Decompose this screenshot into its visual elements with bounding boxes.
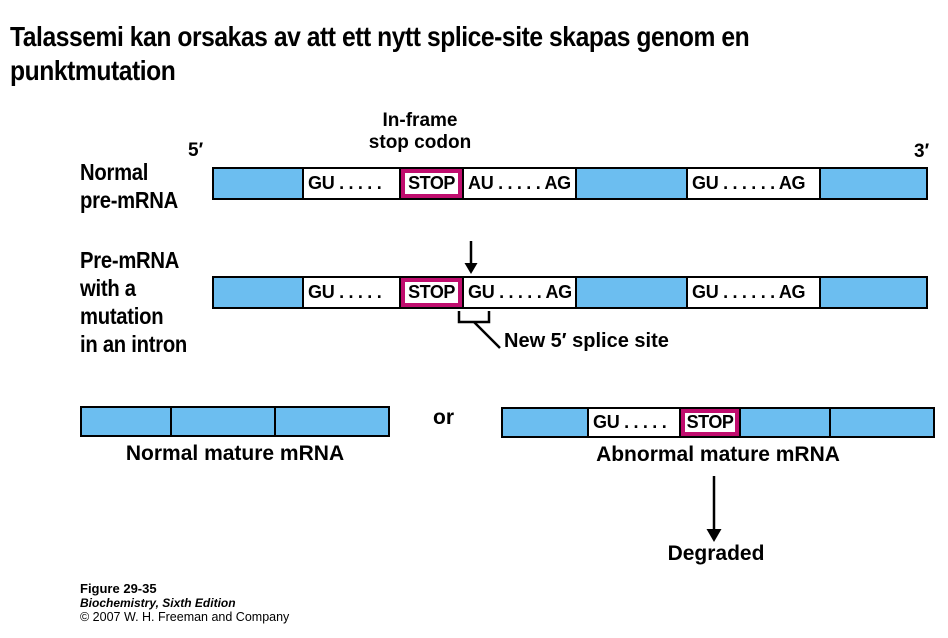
new-splice-intron-segment — [462, 278, 575, 307]
intron-sequence-label: AU . . . . . AG — [468, 173, 571, 193]
intron-segment — [686, 278, 819, 307]
degraded-label: Degraded — [667, 542, 765, 565]
mutated-pre-mrna-label-line4: in an intron — [80, 331, 188, 357]
copyright-line: © 2007 W. H. Freeman and Company — [80, 610, 290, 624]
mutated-pre-mrna-label-line2: with a — [80, 275, 136, 301]
in-frame-stop-codon-label — [320, 110, 520, 154]
new-splice-site-label: New 5′ splice site — [504, 330, 669, 352]
book-title: Biochemistry, Sixth Edition — [80, 596, 236, 610]
exon-segment — [82, 408, 170, 435]
stop-codon-box — [679, 409, 739, 436]
exon-segment — [274, 408, 388, 435]
retained-intron-segment — [587, 409, 679, 436]
intron-sequence-label: GU . . . . . — [308, 173, 382, 193]
intron-segment — [686, 169, 819, 198]
in-frame-label-line1: In-frame — [382, 110, 458, 131]
mutated-pre-mrna-label-line3: mutation — [80, 303, 164, 329]
figure-number: Figure 29-35 — [80, 581, 157, 596]
stop-codon-label: STOP — [401, 278, 462, 307]
normal-mature-mrna-label: Normal mature mRNA — [125, 442, 345, 465]
intron-segment — [302, 278, 399, 307]
mutation-down-arrow-icon — [462, 241, 480, 275]
stop-codon-box — [399, 278, 462, 307]
five-prime-label: 5′ — [188, 140, 204, 161]
normal-pre-mrna-bar — [212, 167, 928, 200]
exon-segment — [575, 278, 686, 307]
exon-segment — [829, 409, 933, 436]
intron-sequence-label: GU . . . . . . AG — [692, 282, 806, 302]
stop-codon-label: STOP — [681, 409, 739, 436]
intron-sequence-label: GU . . . . . — [593, 412, 667, 432]
intron-sequence-label: GU . . . . . — [308, 282, 382, 302]
exon-segment — [214, 278, 302, 307]
three-prime-label: 3′ — [914, 141, 930, 162]
exon-segment — [170, 408, 274, 435]
normal-pre-mrna-label-line2: pre-mRNA — [80, 187, 178, 213]
normal-pre-mrna-label-line1: Normal — [80, 159, 149, 185]
in-frame-label-line2: stop codon — [368, 132, 472, 153]
exon-segment — [739, 409, 829, 436]
slide-title — [10, 20, 850, 88]
normal-mature-mrna-bar — [80, 406, 390, 437]
degraded-down-arrow-icon — [703, 476, 725, 544]
stop-codon-box — [399, 169, 462, 198]
slide-title-line2: punktmutation — [10, 55, 176, 86]
intron-sequence-label: GU . . . . . . AG — [692, 173, 806, 193]
stop-codon-label: STOP — [401, 169, 462, 198]
abnormal-mature-mrna-bar — [501, 407, 935, 438]
figure-caption — [80, 581, 289, 625]
or-label: or — [433, 406, 454, 429]
exon-segment — [575, 169, 686, 198]
abnormal-mature-mrna-label: Abnormal mature mRNA — [596, 443, 840, 466]
mutated-pre-mrna-label — [80, 246, 202, 358]
exon-segment — [819, 278, 926, 307]
normal-pre-mrna-label — [80, 158, 191, 214]
exon-segment — [214, 169, 302, 198]
intron-segment — [462, 169, 575, 198]
intron-sequence-label: GU . . . . . AG — [468, 282, 572, 302]
mutated-pre-mrna-bar — [212, 276, 928, 309]
exon-segment — [503, 409, 587, 436]
intron-segment — [302, 169, 399, 198]
exon-segment — [819, 169, 926, 198]
mutated-pre-mrna-label-line1: Pre-mRNA — [80, 247, 180, 273]
slide-title-line1: Talassemi kan orsakas av att ett nytt splice-site skapas genom en — [10, 21, 750, 52]
